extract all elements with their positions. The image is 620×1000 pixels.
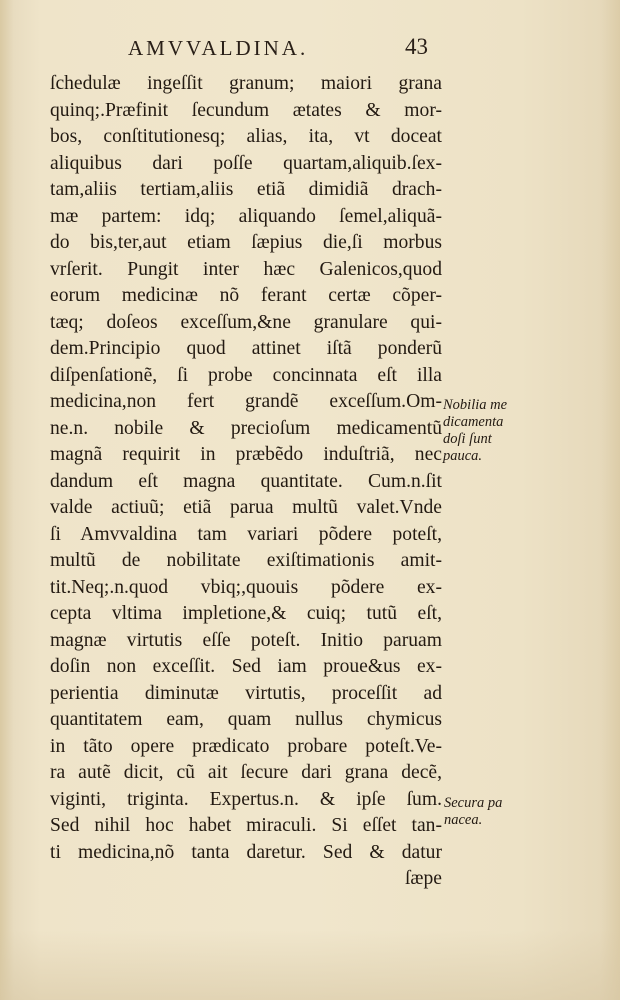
text-line: bos, conſtitutionesq; alias, ita, vt doceat	[50, 126, 442, 147]
page-number: 43	[405, 34, 428, 59]
text-line: mæ partem: idq; aliquando ſemel,aliquã-	[50, 205, 442, 227]
text-line: magnã requirit in præbẽdo induſtriã, nec	[50, 444, 442, 465]
text-line: diſpenſationẽ, ſi probe concinnata eſt illa	[50, 364, 442, 386]
text-line: in tãto opere prædicato probare poteſt.Ve-	[50, 735, 442, 757]
margin-note-line: Secura pa	[444, 795, 503, 811]
text-line: tam,aliis tertiam,aliis etiã dimidiã drach-	[50, 179, 442, 200]
text-line: valde actiuũ; etiã parua multũ valet.Vnde	[50, 497, 442, 518]
text-line: quantitatem eam, quam nullus chymicus	[50, 709, 442, 730]
text-line: magnæ virtutis eſſe poteſt. Initio paruam	[50, 629, 442, 651]
text-line: ti medicina,nõ tanta daretur. Sed & datur	[50, 841, 442, 863]
text-line: ſchedulæ ingeſſit granum; maiori grana	[50, 73, 442, 94]
margin-note-secura	[444, 795, 502, 829]
text-line: perientia diminutæ virtutis, proceſſit ad	[50, 682, 442, 704]
text-line: doſin non exceſſit. Sed iam proue&us ex-	[50, 656, 442, 677]
text-line: Sed nihil hoc habet miraculi. Si eſſet tan-	[50, 815, 442, 836]
running-head: AMVVALDINA.	[128, 36, 309, 60]
margin-note-line: nacea.	[444, 812, 483, 828]
text-line: eorum medicinæ nõ ferant certæ cõper-	[50, 285, 442, 306]
body-text	[50, 71, 442, 893]
text-line: quinq;.Præfinit ſecundum ætates & mor-	[50, 99, 442, 121]
margin-note-nobilia	[443, 397, 507, 465]
text-line: viginti, triginta. Expertus.n. & ipſe ſum.	[50, 788, 442, 810]
text-line: multũ de nobilitate exiſtimationis amit-	[50, 550, 442, 571]
text-line: aliquibus dari poſſe quartam,aliquib.ſex-	[50, 152, 442, 174]
text-line: ra autẽ dicit, cũ ait ſecure dari grana decẽ,	[50, 762, 442, 783]
text-line: tæq; doſeos exceſſum,&ne granulare qui-	[50, 311, 442, 333]
margin-note-line: dicamenta	[443, 414, 504, 430]
margin-note-line: doſi ſunt	[443, 431, 492, 447]
catchword: ſæpe	[404, 868, 442, 889]
text-line: medicina,non fert grandẽ exceſſum.Om-	[50, 391, 442, 412]
text-line: tit.Neq;.n.quod vbiq;,quouis põdere ex-	[50, 576, 442, 598]
margin-note-line: Nobilia me	[443, 397, 508, 413]
margin-note-line: pauca.	[443, 448, 483, 464]
text-line: ne.n. nobile & precioſum medicamentũ	[50, 417, 442, 439]
text-line: cepta vltima impletione,& cuiq; tutũ eſt,	[50, 603, 442, 624]
text-line: vrſerit. Pungit inter hæc Galenicos,quod	[50, 258, 442, 280]
page-header	[0, 36, 620, 68]
text-line: dandum eſt magna quantitate. Cum.n.ſit	[50, 470, 442, 492]
text-line: ſi Amvvaldina tam variari põdere poteſt,	[50, 523, 442, 545]
text-line: do bis,ter,aut etiam ſæpius die,ſi morbus	[50, 232, 442, 253]
text-line: dem.Principio quod attinet iſtã ponderũ	[50, 338, 442, 359]
